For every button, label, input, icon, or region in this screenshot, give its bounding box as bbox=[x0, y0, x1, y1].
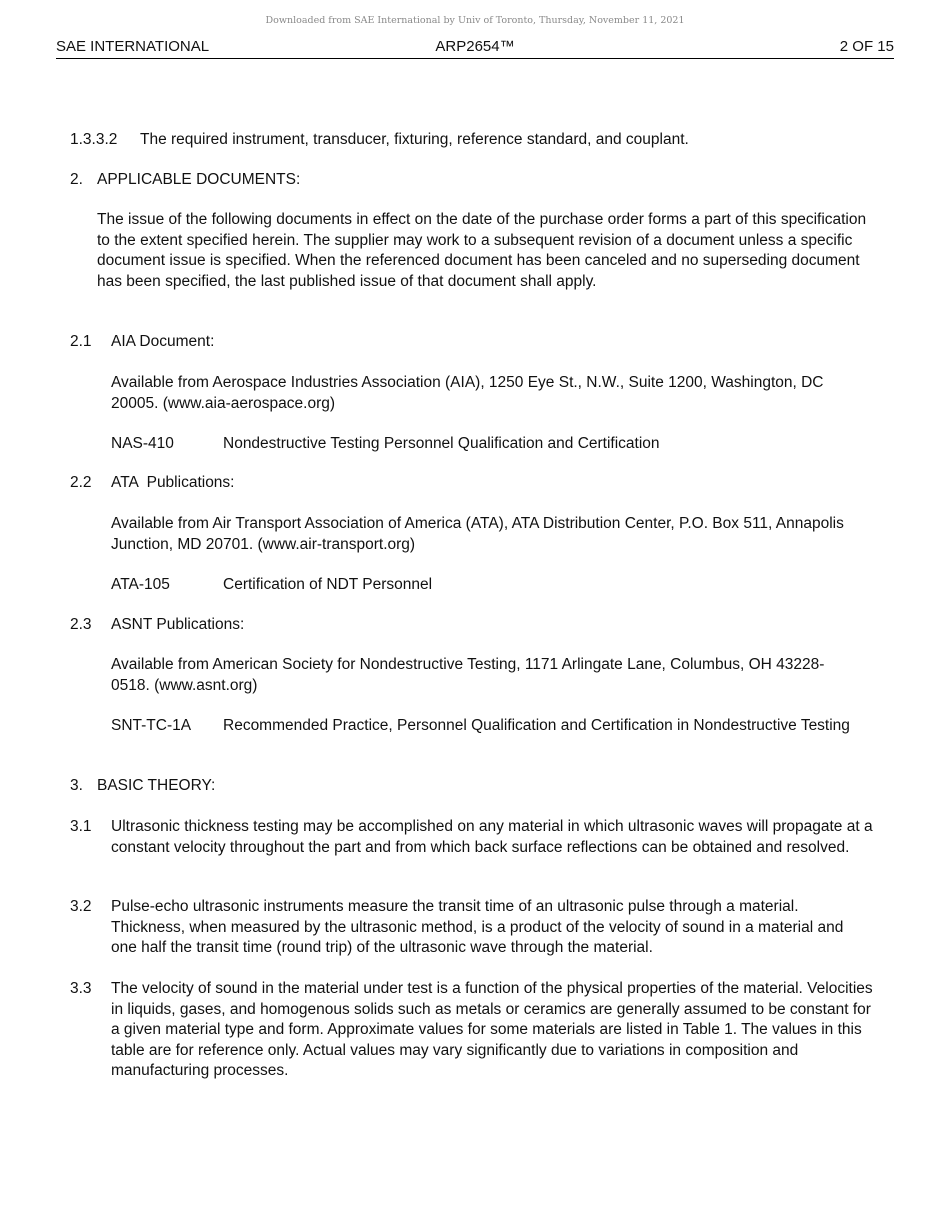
section-body-2: The issue of the following documents in effect on the date of the purchase order forms a part of this specification to the extent specified herein. The supplier may work to a subsequent revision of a document unless a specific document issue is specified. When the referenced document has been canceled and no superseding document has been specified, the last published issue of that document shall apply. bbox=[97, 211, 867, 290]
header-document-number: ARP2654™ bbox=[435, 38, 515, 55]
section-title-2-3: ASNT Publications: bbox=[111, 616, 245, 633]
section-title-3: BASIC THEORY: bbox=[97, 777, 216, 794]
reference-code-ata-105: ATA-105 bbox=[111, 576, 170, 593]
section-number-2-3: 2.3 bbox=[70, 616, 92, 633]
section-title-2-2: ATA Publications: bbox=[111, 474, 235, 491]
section-number-2: 2. bbox=[70, 171, 83, 188]
section-number-2-2: 2.2 bbox=[70, 474, 92, 491]
section-body-2-2: Available from Air Transport Association of America (ATA), ATA Distribution Center, P.O. Box 511, Annapolis Junction, MD 20701. (www.air-transport.org) bbox=[111, 515, 844, 553]
reference-code-snt-tc-1a: SNT-TC-1A bbox=[111, 717, 192, 734]
section-text-3-1: Ultrasonic thickness testing may be accomplished on any material in which ultrasonic waves will propagate at a constant velocity throughout the part and from which back surface reflections can be obtained and resolved. bbox=[111, 818, 873, 856]
section-number-3-3: 3.3 bbox=[70, 980, 92, 997]
section-body-2-1: Available from Aerospace Industries Association (AIA), 1250 Eye St., N.W., Suite 1200, Washington, DC 20005. (www.aia-aerospace.org) bbox=[111, 374, 824, 412]
reference-title-ata-105: Certification of NDT Personnel bbox=[223, 576, 433, 593]
section-number-2-1: 2.1 bbox=[70, 333, 92, 350]
section-number-3-1: 3.1 bbox=[70, 818, 92, 835]
reference-title-snt-tc-1a: Recommended Practice, Personnel Qualification and Certification in Nondestructive Testing bbox=[223, 717, 850, 734]
header-organization: SAE INTERNATIONAL bbox=[56, 38, 210, 55]
section-body-2-3: Available from American Society for Nondestructive Testing, 1171 Arlingate Lane, Columbus, OH 43228-0518. (www.asnt.org) bbox=[111, 656, 825, 694]
reference-title-nas-410: Nondestructive Testing Personnel Qualification and Certification bbox=[223, 435, 660, 452]
page-header bbox=[56, 38, 894, 59]
section-number-3: 3. bbox=[70, 777, 83, 794]
download-notice: Downloaded from SAE International by Univ of Toronto, Thursday, November 11, 2021 bbox=[265, 15, 685, 26]
section-text-1-3-3-2: The required instrument, transducer, fixturing, reference standard, and couplant. bbox=[140, 131, 689, 148]
section-number-1-3-3-2: 1.3.3.2 bbox=[70, 131, 118, 148]
section-number-3-2: 3.2 bbox=[70, 898, 92, 915]
section-title-2: APPLICABLE DOCUMENTS: bbox=[97, 171, 301, 188]
section-title-2-1: AIA Document: bbox=[111, 333, 215, 350]
reference-code-nas-410: NAS-410 bbox=[111, 435, 174, 452]
section-text-3-3: The velocity of sound in the material under test is a function of the physical properties of the material. Velocities in liquids, gases, and homogenous solids such as metals or ceramics are generally assumed to be constant for a given material type and form. Approximate values for some materials are listed in Table 1. The values in this table are for reference only. Actual values may vary significantly due to variations in composition and manufacturing processes. bbox=[111, 980, 873, 1079]
header-page-number: 2 OF 15 bbox=[839, 38, 894, 55]
section-text-3-2: Pulse-echo ultrasonic instruments measure the transit time of an ultrasonic pulse through a material. Thickness, when measured by the ultrasonic method, is a product of the velocity of sound in a material and one half the transit time (round trip) of the ultrasonic wave through the material. bbox=[111, 898, 844, 956]
